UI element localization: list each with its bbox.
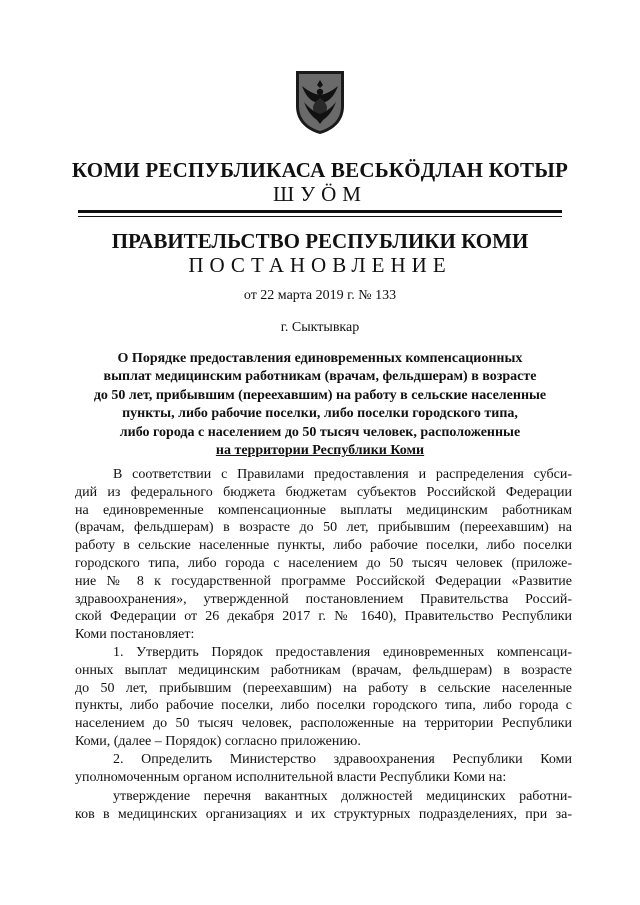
body-line: до 50 лет, прибывшим (переехавшим) на работу в сельские населенные bbox=[75, 680, 572, 696]
heading-line: О Порядке предоставления единовременных компенсационных bbox=[117, 351, 523, 366]
body-line: 1. Утвердить Порядок предоставления единовременных компенсаци- bbox=[113, 644, 572, 660]
komi-document-type: ШУӦМ bbox=[273, 182, 367, 206]
body-line: городского типа, либо города с населением до 50 тысяч человек (приложе- bbox=[75, 555, 572, 571]
body-line: ков в медицинских организациях и их структурных подразделениях, при за- bbox=[75, 807, 572, 823]
body-line: здравоохранения», утвержденной постановлением Правительства Россий- bbox=[75, 591, 572, 607]
document-heading bbox=[70, 350, 570, 460]
body-line: ской Федерации от 26 декабря 2017 г. № 1640), Правительство Республики bbox=[75, 609, 572, 625]
body-line: (врачам, фельдшерам) в возрасте до 50 лет, прибывшим (переехавшим) на bbox=[75, 520, 572, 536]
komi-government-title: КОМИ РЕСПУБЛИКАСА ВЕСЬКӦДЛАН КОТЫР bbox=[71, 158, 569, 182]
body-line: ние № 8 к государственной программе Российской Федерации «Развитие bbox=[75, 573, 572, 589]
coat-of-arms-icon bbox=[293, 68, 347, 136]
body-line: населением до 50 тысяч человек, расположенные на территории Республики bbox=[75, 716, 572, 732]
body-line: работу в сельские населенные пункты, либо рабочие поселки, либо поселки bbox=[75, 538, 572, 554]
heading-line: либо города с населением до 50 тысяч человек, расположенные bbox=[119, 424, 521, 440]
government-title: ПРАВИТЕЛЬСТВО РЕСПУБЛИКИ КОМИ bbox=[111, 229, 529, 253]
document-type: ПОСТАНОВЛЕНИЕ bbox=[188, 253, 452, 277]
heading-line: пункты, либо рабочие поселки, либо поселки городского типа, bbox=[122, 406, 518, 422]
document-date: от 22 марта 2019 г. № 133 bbox=[243, 288, 397, 303]
document-body bbox=[75, 466, 572, 824]
body-line: дий из федерального бюджета бюджетам субъектов Российской Федерации bbox=[75, 484, 572, 500]
header-divider-thick bbox=[78, 210, 562, 213]
body-line: на единовременные компенсационные выплаты медицинским работникам bbox=[75, 502, 572, 518]
body-line: пункты, либо рабочие поселки, либо поселки городского типа, либо города с bbox=[75, 698, 572, 714]
heading-line-underlined: на территории Республики Коми bbox=[215, 443, 425, 459]
body-line: 2. Определить Министерство здравоохранения Республики Коми bbox=[113, 751, 572, 767]
header-divider-thin bbox=[78, 216, 562, 217]
body-line: утверждение перечня вакантных должностей медицинских работни- bbox=[113, 789, 572, 805]
body-line: В соответствии с Правилами предоставления и распределения субси- bbox=[113, 467, 572, 482]
body-line: Коми постановляет: bbox=[75, 627, 195, 643]
heading-line: выплат медицинским работникам (врачам, фельдшерам) в возрасте bbox=[103, 369, 537, 385]
body-line: Коми, (далее – Порядок) согласно приложению. bbox=[75, 733, 361, 749]
body-line: онных выплат медицинским работникам (врачам, фельдшерам) в возрасте bbox=[75, 662, 572, 678]
body-line: уполномоченным органом исполнительной власти Республики Коми на: bbox=[75, 769, 507, 785]
heading-line: до 50 лет, прибывшим (переехавшим) на работу в сельские населенные bbox=[93, 387, 547, 403]
document-city: г. Сыктывкар bbox=[280, 320, 360, 335]
